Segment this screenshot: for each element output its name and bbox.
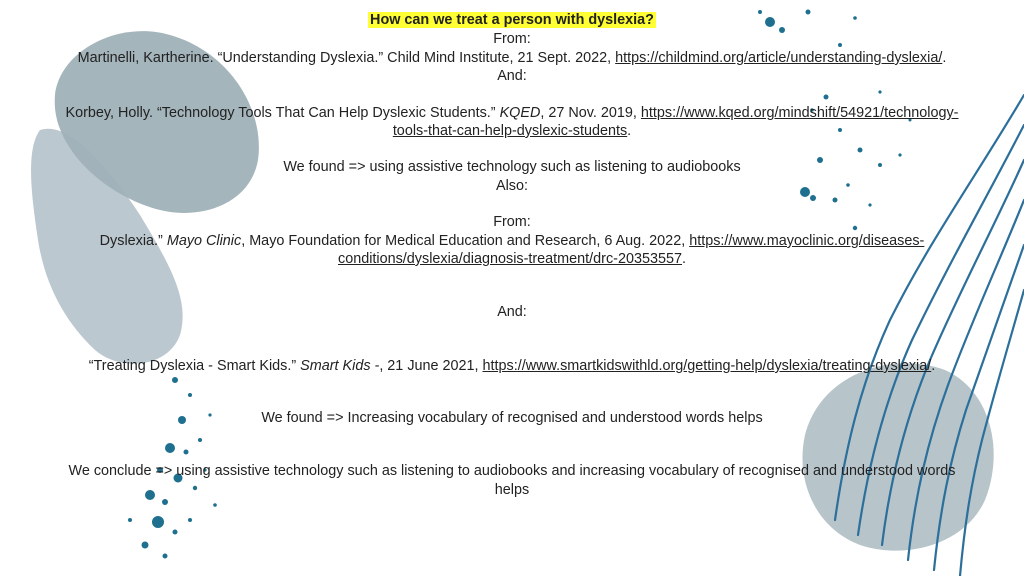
citation-text: Martinelli, Kartherine. “Understanding Dyslexia.” Child Mind Institute, 21 Sept. 2022, — [77, 50, 616, 66]
citation-source: Mayo Clinic — [166, 233, 242, 249]
citation-text: , Mayo Foundation for Medical Education and Research, 6 Aug. 2022, — [241, 233, 690, 249]
citation-kqed — [0, 104, 1024, 122]
citation-source: KQED — [499, 105, 541, 121]
citation-text: Korbey, Holly. “Technology Tools That Can Help Dyslexic Students.” — [65, 105, 500, 121]
citation-end: . — [681, 251, 686, 267]
citation-end: . — [942, 50, 947, 66]
citation-source: Smart Kids - — [300, 358, 380, 374]
citation-link-smartkids[interactable]: https://www.smartkidswithld.org/getting-help/dyslexia/treating-dyslexia/ — [482, 358, 932, 374]
title-row — [0, 11, 1024, 29]
citation-smartkids — [0, 357, 1024, 375]
citation-link-mayo-cont[interactable]: conditions/dyslexia/diagnosis-treatment/drc-20353557 — [338, 251, 682, 267]
and-label-2: And: — [497, 304, 527, 320]
slide-title: How can we treat a person with dyslexia? — [370, 12, 654, 28]
citation-mayo — [0, 232, 1024, 250]
citation-text: Dyslexia.” — [99, 233, 167, 249]
conclusion-line-1: We conclude => using assistive technology such as listening to audiobooks and increasing vocabulary of recognised and understood words — [68, 463, 956, 479]
citation-kqed-cont — [0, 122, 1024, 140]
also-label: Also: — [496, 178, 528, 194]
citation-childmind — [0, 49, 1024, 67]
citation-mayo-cont — [0, 250, 1024, 268]
and-label-1: And: — [497, 68, 527, 84]
citation-text: , 27 Nov. 2019, — [540, 105, 641, 121]
citation-end: . — [931, 358, 936, 374]
citation-link-kqed-cont[interactable]: tools-that-can-help-dyslexic-students — [392, 123, 628, 139]
citation-text: , 21 June 2021, — [379, 358, 483, 374]
finding-1: We found => using assistive technology such as listening to audiobooks — [283, 159, 741, 175]
citation-link-kqed[interactable]: https://www.kqed.org/mindshift/54921/technology- — [640, 105, 959, 121]
citation-link-mayo[interactable]: https://www.mayoclinic.org/diseases- — [689, 233, 925, 249]
citation-text: “Treating Dyslexia - Smart Kids.” — [88, 358, 301, 374]
from-label-1: From: — [493, 31, 531, 47]
citation-link-childmind[interactable]: https://childmind.org/article/understanding-dyslexia/ — [615, 50, 943, 66]
citation-end: . — [627, 123, 632, 139]
from-label-2: From: — [493, 214, 531, 230]
finding-2: We found => Increasing vocabulary of recognised and understood words helps — [261, 410, 763, 426]
conclusion-line-2: helps — [494, 482, 530, 498]
